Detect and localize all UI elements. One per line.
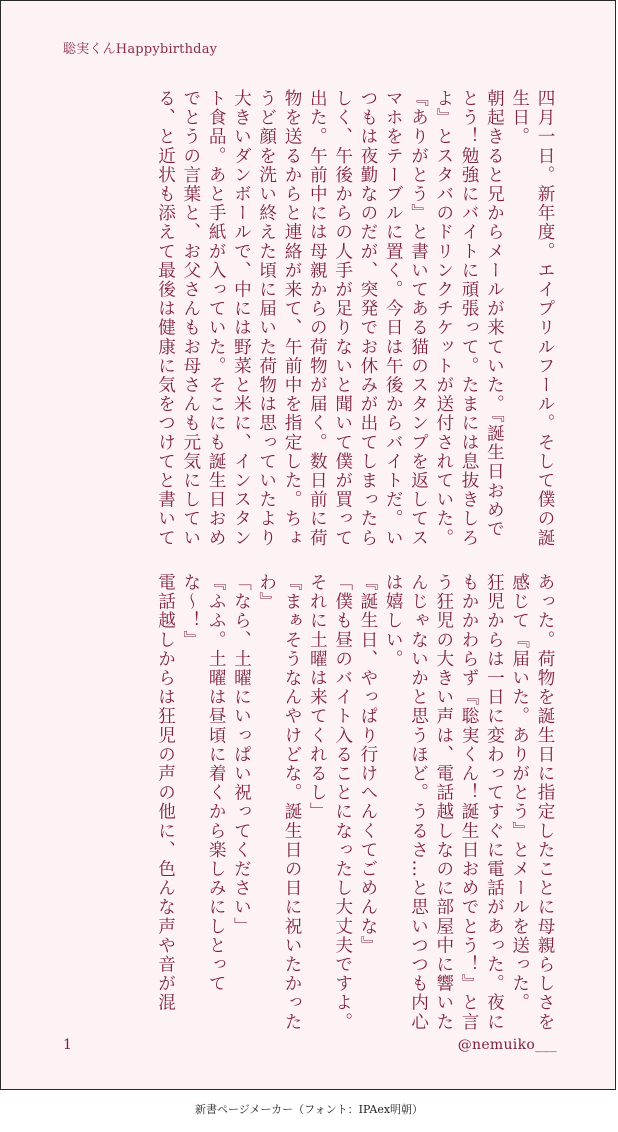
generator-caption: 新書ページメーカー（フォント：IPAex明朝） bbox=[194, 1103, 424, 1116]
text-line: しく、午後からの人手が足りないと聞いて僕が買って bbox=[332, 89, 353, 548]
text-line: 四月一日。新年度。エイプリルフール。そして僕の誕 bbox=[535, 89, 555, 548]
text-line: 大きいダンボールで、中には野菜と米に、インスタン bbox=[231, 89, 252, 548]
text-line: 生日。 bbox=[509, 89, 530, 147]
text-line: 『ふふ。土曜は昼頃に着くから楽しみにしとって bbox=[206, 573, 227, 994]
text-line: もかかわらず『聡実くん！誕生日おめでとう！』と言 bbox=[459, 573, 480, 1032]
text-line: ト食品。あと手紙が入っていた。そこにも誕生日おめ bbox=[206, 89, 227, 548]
text-line: 狂児からは一日に変わってすぐに電話があった。夜に bbox=[484, 573, 505, 1032]
upper-text-block bbox=[57, 89, 557, 548]
lower-text-block bbox=[57, 573, 557, 1032]
text-line: よ』とスタバのドリンクチケットが送付されていた。 bbox=[433, 89, 454, 548]
text-line: あった。荷物を誕生日に指定したことに母親らしさを bbox=[535, 573, 555, 1032]
text-line: とう！勉強にバイトに頑張って。たまには息抜きしろ bbox=[459, 89, 480, 548]
text-line: 「僕も昼のバイト入ることになったし大丈夫ですよ。 bbox=[332, 573, 353, 1032]
text-line: つもは夜勤なのだが、突発でお休みが出てしまったら bbox=[357, 89, 378, 548]
text-line: 「なら、土曜にいっぱい祝ってください」 bbox=[231, 573, 252, 936]
text-line: それに土曜は来てくれるし」 bbox=[307, 573, 328, 822]
author-handle: @nemuiko___ bbox=[457, 1037, 557, 1053]
text-line: 朝起きると兄からメールが来ていた。『誕生日おめで bbox=[484, 89, 505, 539]
text-line: は嬉しい。 bbox=[383, 573, 404, 669]
text-line: 物を送るからと連絡が来て、午前中を指定した。ちょ bbox=[282, 89, 303, 548]
text-line: 『まぁそうなんやけどな。誕生日の日に祝いたかった bbox=[282, 573, 303, 1032]
text-line: な～！』 bbox=[180, 573, 201, 650]
text-line: 『誕生日、やっぱり行けへんくてごめんな』 bbox=[357, 573, 378, 955]
page-header-title: 聡実くんHappybirthday bbox=[63, 42, 218, 57]
text-line: でとうの言葉と、お父さんもお母さんも元気にしてい bbox=[180, 89, 201, 548]
text-line: うど顔を洗い終えた頃に届いた荷物は思っていたより bbox=[256, 89, 277, 548]
text-line: う狂児の大きい声は、電話越しなのに部屋中に響いた bbox=[433, 573, 454, 1032]
text-line: わ』 bbox=[256, 573, 277, 612]
text-line: 電話越しからは狂児の声の他に、色んな声や音が混 bbox=[155, 573, 176, 1013]
text-line: 感じて『届いた。ありがとう』とメールを送った。 bbox=[509, 573, 530, 1013]
page-number: 1 bbox=[63, 1037, 72, 1053]
text-line: 出た。午前中には母親からの荷物が届く。数日前に荷 bbox=[307, 89, 328, 548]
text-line: マホをテーブルに置く。今日は午後からバイトだ。い bbox=[383, 89, 404, 548]
text-line: 『ありがとう』と書いてある猫のスタンプを返してス bbox=[408, 89, 429, 548]
text-line: る、と近状も添えて最後は健康に気をつけてと書いて bbox=[155, 89, 176, 548]
text-line: んじゃないかと思うほど。うるさ…と思いつつも内心 bbox=[408, 573, 429, 1032]
